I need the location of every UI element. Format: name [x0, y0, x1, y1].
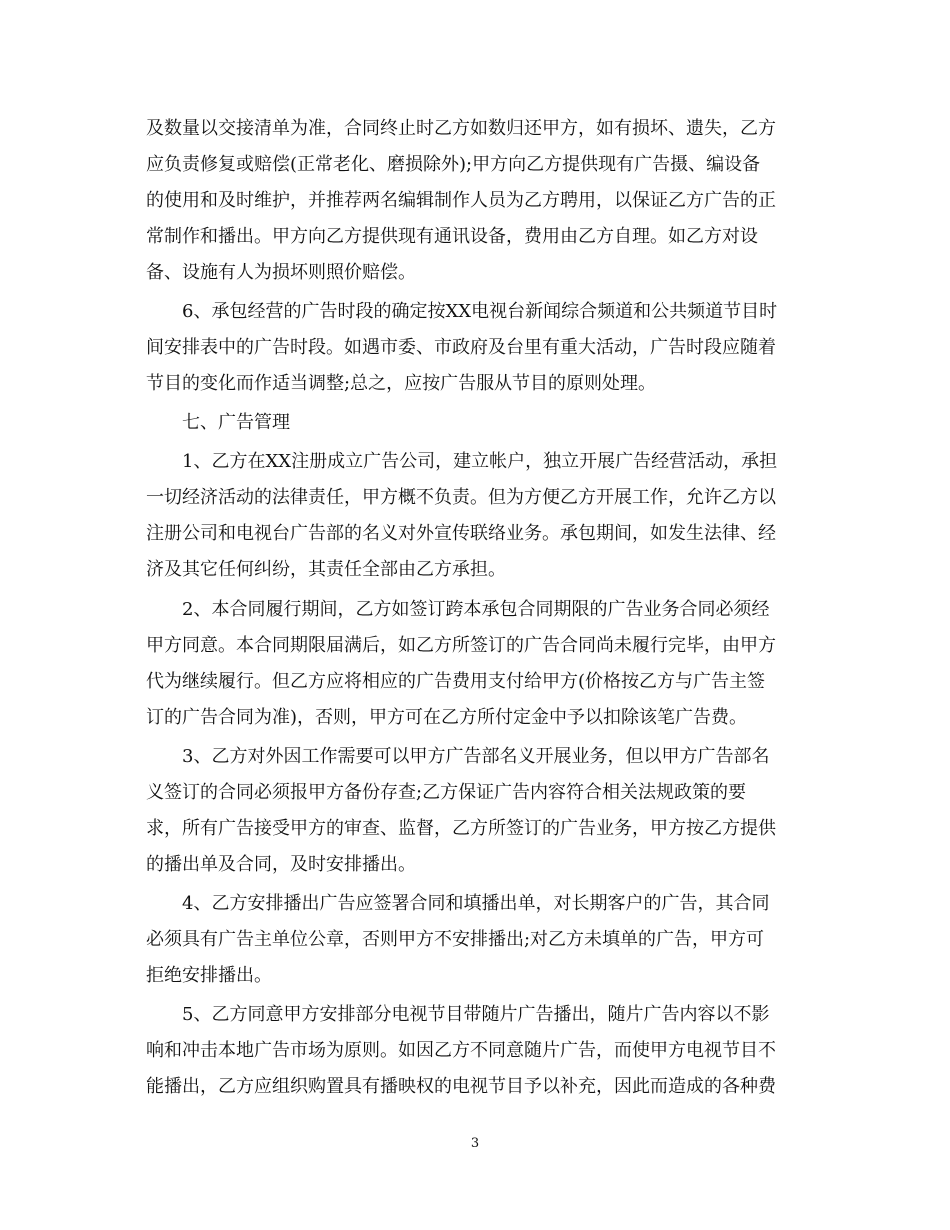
paragraph-1-first-line: 1、乙方在XX注册成立广告公司，建立帐户，独立开展广告经营活动，承担 — [182, 451, 778, 472]
paragraph-4-first-line: 4、乙方安排播出广告应签署合同和填播出单，对长期客户的广告，其合同 — [182, 893, 770, 914]
body-text-line: 代为继续履行。但乙方应将相应的广告费用支付给甲方(价格按乙方与广告主签 — [146, 671, 766, 692]
body-text-line: 节目的变化而作适当调整;总之，应按广告服从节目的原则处理。 — [146, 373, 657, 394]
body-text-line: 求，所有广告接受甲方的审查、监督，乙方所签订的广告业务，甲方按乙方提供 — [146, 818, 776, 839]
body-text-line: 济及其它任何纠纷，其责任全部由乙方承担。 — [146, 559, 506, 580]
paragraph-5-first-line: 5、乙方同意甲方安排部分电视节目带随片广告播出，随片广告内容以不影 — [182, 1004, 770, 1025]
paragraph-3-first-line: 3、乙方对外因工作需要可以甲方广告部名义开展业务，但以甲方广告部名 — [182, 746, 770, 767]
paragraph-2-first-line: 2、本合同履行期间，乙方如签订跨本承包合同期限的广告业务合同必须经 — [182, 599, 770, 620]
page-number: 3 — [470, 1136, 480, 1151]
section-heading: 七、广告管理 — [182, 412, 290, 433]
body-text-line: 能播出，乙方应组织购置具有播映权的电视节目予以补充，因此而造成的各种费 — [146, 1076, 776, 1097]
body-text-line: 注册公司和电视台广告部的名义对外宣传联络业务。承包期间，如发生法律、经 — [146, 523, 776, 544]
body-text-line: 的播出单及合同，及时安排播出。 — [146, 854, 416, 875]
body-text-line: 义签订的合同必须报甲方备份存查;乙方保证广告内容符合相关法规政策的要 — [146, 782, 747, 803]
body-text-line: 备、设施有人为损坏则照价赔偿。 — [146, 262, 416, 283]
body-text-line: 订的广告合同为准)，否则，甲方可在乙方所付定金中予以扣除该笔广告费。 — [146, 707, 748, 728]
body-text-line: 响和冲击本地广告市场为原则。如因乙方不同意随片广告，而使甲方电视节目不 — [146, 1040, 776, 1061]
body-text-line: 应负责修复或赔偿(正常老化、磨损除外);甲方向乙方提供现有广告摄、编设备 — [146, 154, 761, 175]
body-text-line: 及数量以交接清单为准，合同终止时乙方如数归还甲方，如有损坏、遗失，乙方 — [146, 118, 776, 139]
body-text-line: 拒绝安排播出。 — [146, 965, 272, 986]
body-text-line: 甲方同意。本合同期限届满后，如乙方所签订的广告合同尚未履行完毕，由甲方 — [146, 635, 776, 656]
paragraph-6-first-line: 6、承包经营的广告时段的确定按XX电视台新闻综合频道和公共频道节目时 — [182, 301, 778, 322]
body-text-line: 必须具有广告主单位公章，否则甲方不安排播出;对乙方未填单的广告，甲方可 — [146, 929, 765, 950]
body-text-line: 常制作和播出。甲方向乙方提供现有通讯设备，费用由乙方自理。如乙方对设 — [146, 226, 758, 247]
body-text-line: 一切经济活动的法律责任，甲方概不负责。但为方便乙方开展工作，允许乙方以 — [146, 487, 776, 508]
body-text-line: 间安排表中的广告时段。如遇市委、市政府及台里有重大活动，广告时段应随着 — [146, 337, 776, 358]
body-text-line: 的使用和及时维护，并推荐两名编辑制作人员为乙方聘用，以保证乙方广告的正 — [146, 190, 776, 211]
